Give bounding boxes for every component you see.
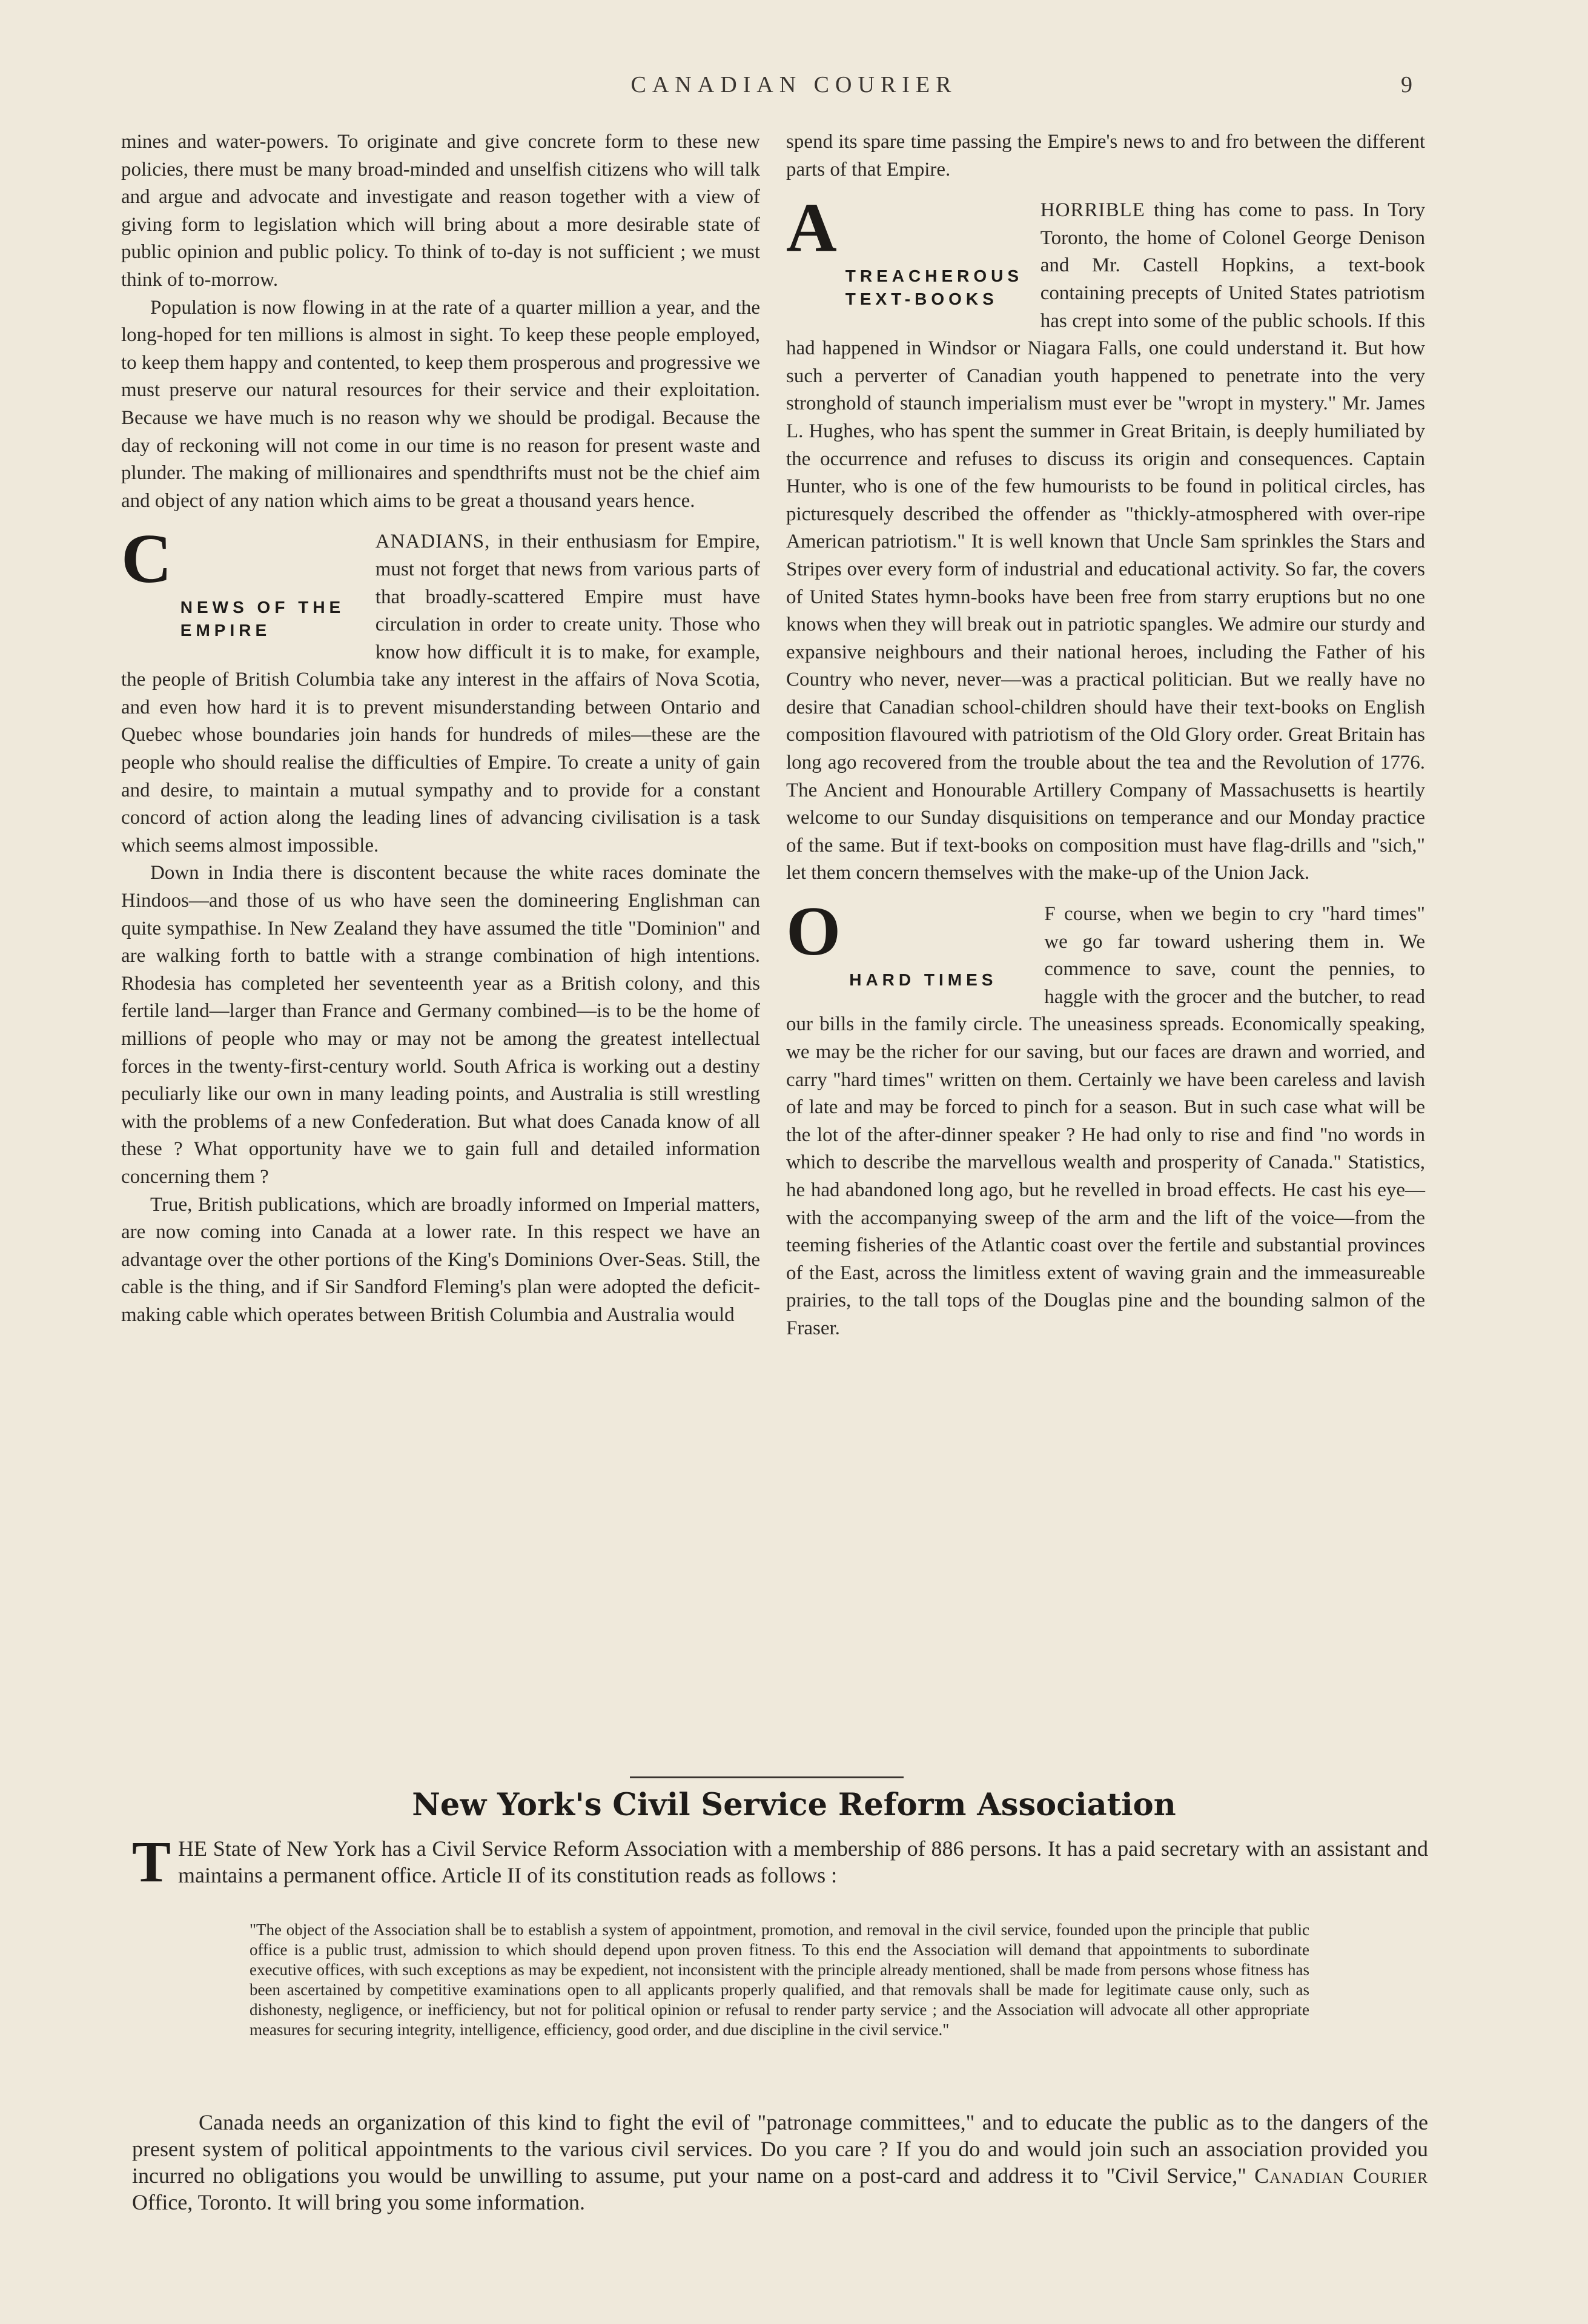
closing-text-b: Office, Toronto. It will bring you some information. [132,2190,586,2214]
drop-cap: T [132,1829,171,1894]
closing-text-a: Canada needs an organization of this kind to fight the evil of "patronage committees," and to educate the public as to the dangers of the present system of political appointments to the various civil services. Do you care ? If you do and would join such an association provided you incurred no obligations you would be unwilling to assume, put your name on a post-card and address it to "Civil Service," [132,2110,1428,2188]
drop-cap: O [786,893,841,971]
lead-word: ANADIANS [375,531,485,553]
constitution-quote: "The object of the Association shall be to establish a system of appointment, promotion, and removal in the civil service, founded upon the principle that public office is a public trust, admission to which should depend upon proven fitness. To this end the Association will demand that appointments to subordinate executive offices, with such exceptions as may be expedient, not inconsistent with the principle already mentioned, shall be made from persons whose fitness has been ascertained by competitive examinations open to all applicants properly qualified, and that removals shall be made for legitimate cause only, such as dishonesty, negligence, or inefficiency, but not for political opinion or refusal to render party service ; and the Association will advocate all other appropriate measures for securing integrity, intelligence, efficiency, good order, and due discipline in the civil service." [250,1921,1309,2039]
article-text: thing has come to pass. In Tory Toronto, the home of Colonel George Denison and Mr. Castell Hopkins, a text-book containing precepts of United States patriotism has crept into some of the public schools. If this had happened in Windsor or Niagara Falls, one could understand it. But how such a perverter of Canadian youth happened to penetrate into the very stronghold of staunch imperialism must ever be "wropt in mystery." Mr. James L. Hughes, who has spent the summer in Great Britain, is deeply humiliated by the occurrence and refuses to discuss its origin and consequences. Captain Hunter, who is one of the few humourists to be found in political circles, has picturesquely described the offender as "thickly-atmosphered with over-ripe American patriotism." It is well known that Uncle Sam sprinkles the Stars and Stripes over every form of industrial and educational activity. So far, the covers of United States hymn-books have been free from starry eruptions but no one knows when they will break out in patriotic spangles. We admire our sturdy and expansive neighbours and their national heroes, including the Father of his Country who never, never—was a practical politician. But we really have no desire that Canadian school-children should have their text-books on English composition flavoured with patriotism of the Old Glory order. Great Britain has long ago recovered from the trouble about the tea and the Revolution of 1776. The Ancient and Honourable Artillery Company of Massachusetts is heartily welcome to our Sunday disquisitions on temperance and our Monday practice of the same. But if text-books on composition must have flag-drills and "sich," let them concern themselves with the make-up of the Union Jack. [786,199,1425,884]
box-article-closing [132,2109,1428,2216]
section-divider [630,1776,904,1778]
page-number: 9 [1401,72,1412,98]
news-of-empire-article [121,520,760,859]
side-heading-news-of-the-empire: NEWS OF THE EMPIRE [180,598,345,640]
drop-cap: A [786,189,837,267]
left-paragraph-5: True, British publications, which are broadly informed on Imperial matters, are now coming into Canada at a lower rate. In this respect we have an advantage over the other portions of the King's Dominions Over-Seas. Still, the cable is the thing, and if Sir Sandford Fleming's plan were adopted the deficit-making cable which operates between British Columbia and Australia would [121,1193,760,1326]
lead-word: HORRIBLE [1040,199,1145,222]
hard-times-article [786,893,1425,1343]
treacherous-text-books-article [786,189,1425,887]
left-paragraph-2: Population is now flowing in at the rate of a quarter million a year, and the long-hoped for ten millions is almost in sight. To keep these people employed, to keep them happy and contented, to keep them prosperous and progressive we must preserve our natural resources for their service and their exploitation. Because we have much is no reason why we should be prodigal. Because the day of reckoning will not come in our time is no reason for present waste and plunder. The making of millionaires and spendthrifts must not be the chief aim and object of any nation which aims to be great a thousand years hence. [121,296,760,512]
box-article-title: New York's Civil Service Reform Association [412,1787,1176,1823]
office-name: Canadian Courier [1254,2163,1428,2188]
box-article-intro [132,1829,1428,1894]
lead-word: F [1044,903,1056,925]
intro-text: HE State of New York has a Civil Service Reform Association with a membership of 886 persons. It has a paid secretary with an assistant and maintains a permanent office. Article II of its constitution reads as follows : [178,1836,1428,1887]
drop-cap: C [121,520,172,598]
left-paragraph-4: Down in India there is discontent because the white races dominate the Hindoos—and those of us who have seen the domineering Englishman can quite sympathise. In New Zealand they have assumed the title "Dominion" and are walking forth to battle with a strange combination of high intentions. Rhodesia has completed her seventeenth year as a British colony, and this fertile land—larger than France and Germany combined—is to be the home of millions of people who may or may not be among the greatest intellectual forces in the twenty-first-century world. South Africa is working out a destiny peculiarly like our own in many leading points, and Australia is still wrestling with the problems of a new Confederation. But what does Canada know of all these ? What opportunity have we to gain full and detailed information concerning them ? [121,862,760,1188]
right-column [786,128,1425,1343]
side-heading-hard-times: HARD TIMES [849,970,997,990]
article-text: course, when we begin to cry "hard times" we go far toward ushering them in. We commence to save, count the pennies, to haggle with the grocer and the butcher, to read our bills in the family circle. The uneasiness spreads. Economically speaking, we may be the richer for our saving, but our faces are drawn and worried, and carry "hard times" written on them. Certainly we have been careless and lavish of late and may be forced to pinch for a season. But in such case what will be the lot of the after-dinner speaker ? He had only to rise and find "no words in which to describe the marvellous wealth and prosperity of Canada." Statistics, he had abandoned long ago, but he revelled in broad effects. He cast his eye—with the accompanying sweep of the arm and the lift of the voice—from the teeming fisheries of the Atlantic coast over the fertile and substantial provinces of the East, across the limitless extent of waving grain and the immeasureable prairies, to the tall tops of the Douglas pine and the bounding salmon of the Fraser. [786,903,1425,1339]
publication-title: CANADIAN COURIER [630,72,958,98]
side-heading-treacherous-text-books: TREACHEROUS TEXT-BOOKS [845,266,1024,309]
article-text: , in their enthusiasm for Empire, must not forget that news from various parts of that broadly-scattered Empire must have circulation in order to create unity. Those who know how difficult it is to make, for example, the people of British Columbia take any interest in the affairs of Nova Scotia, and even how hard it is to prevent misunderstanding between Ontario and Quebec whose boundaries join hands for hundreds of miles—these are the people who should realise the difficulties of Empire. To create a unity of gain and desire, to maintain a mutual sympathy and to provide for a constant concord of action along the leading lines of advancing civilisation is a task which seems almost impossible. [121,531,760,856]
left-paragraph-1: mines and water-powers. To originate and give concrete form to these new policies, there must be many broad-minded and unselfish citizens who will talk and argue and advocate and investigate and reason together with a view of giving form to legislation which will bring about a more desirable state of public opinion and public policy. To think of to-day is not sufficient ; we must think of to-morrow. [121,131,760,291]
left-column [121,128,760,1329]
right-paragraph-1: spend its spare time passing the Empire's news to and fro between the different parts of that Empire. [786,131,1425,180]
page-header [0,71,1588,108]
